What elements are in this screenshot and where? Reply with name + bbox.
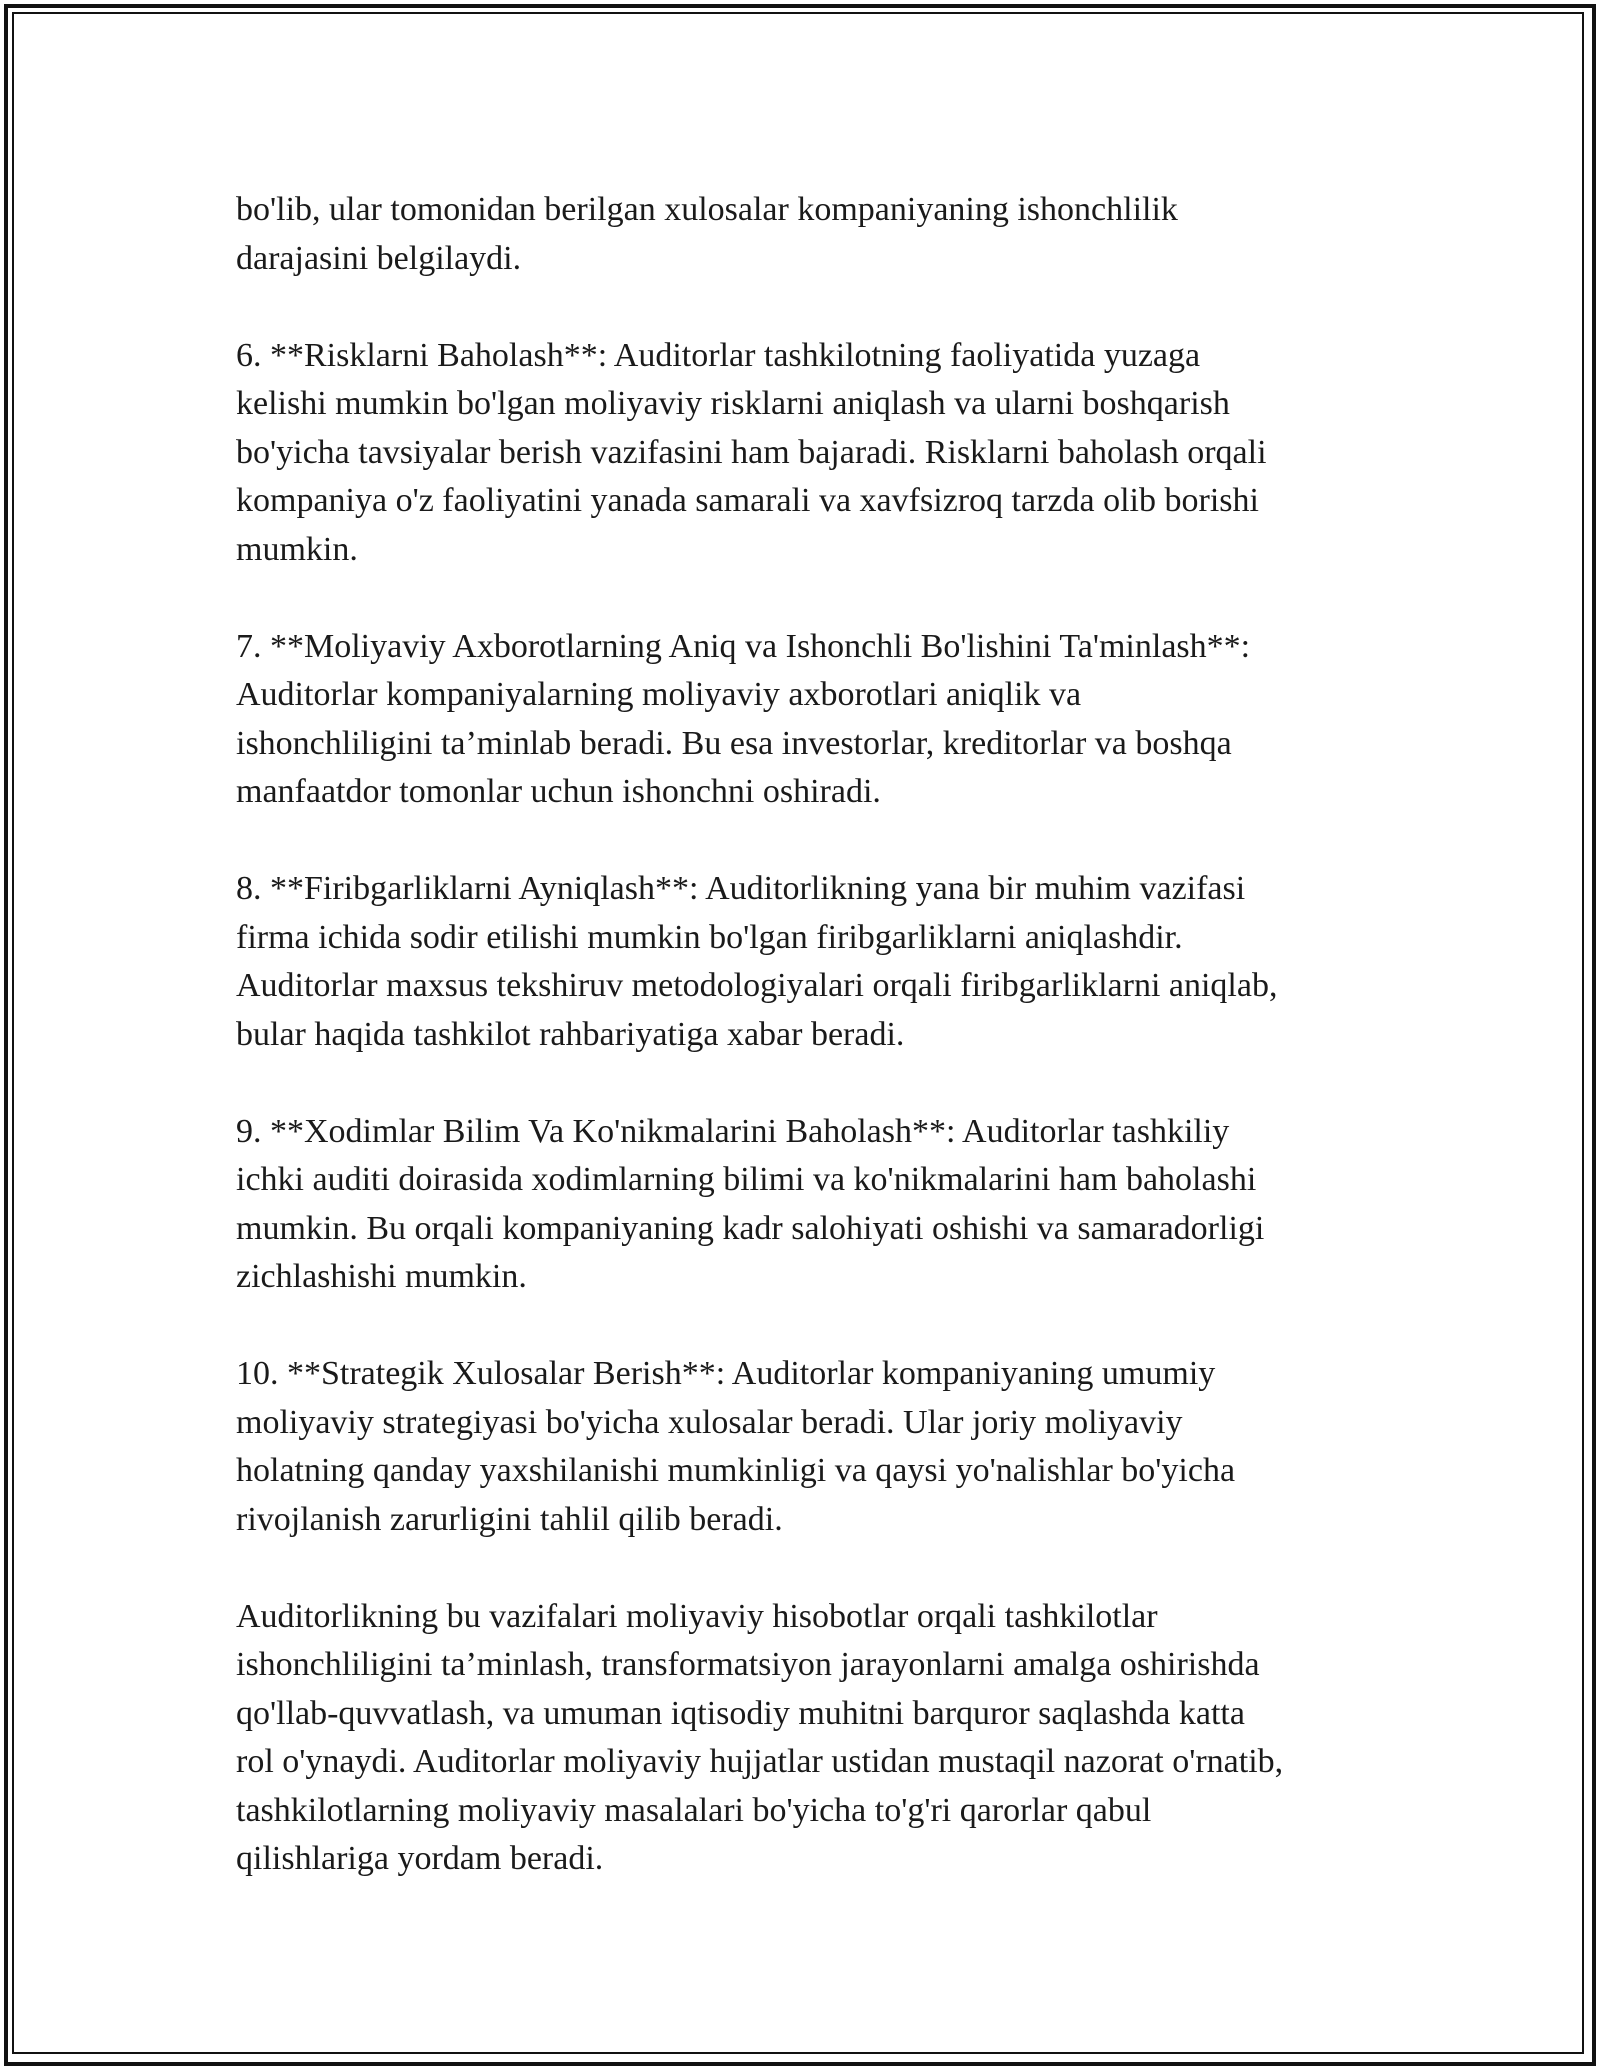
paragraph-item-7-financial-information: 7. **Moliyaviy Axborotlarning Aniq va Ishonchli Bo'lishini Ta'minlash**: Auditorlar kompaniyalarning moliyaviy axborotlari aniqlik va ishonchliligini ta’minlab beradi. Bu esa investorlar, kreditorlar va boshqa manfaatdor tomonlar uchun ishonchni oshiradi. <box>236 627 1251 810</box>
document-body <box>236 186 1396 1932</box>
paragraph-item-9-staff-skills: 9. **Xodimlar Bilim Va Ko'nikmalarini Baholash**: Auditorlar tashkiliy ichki auditi doirasida xodimlarning bilimi va ko'nikmalarini ham baholashi mumkin. Bu orqali kompaniyaning kadr salohiyati oshishi va samaradorligi zichlashishi mumkin. <box>236 1112 1265 1295</box>
paragraph-item-8-fraud-detection: 8. **Firibgarliklarni Ayniqlash**: Auditorlikning yana bir muhim vazifasi firma ichida sodir etilishi mumkin bo'lgan firibgarliklarni aniqlashdir. Auditorlar maxsus tekshiruv metodologiyalari orqali firibgarliklarni aniqlab, bular haqida tashkilot rahbariyatiga xabar beradi. <box>236 870 1278 1053</box>
paragraph-continuation: bo'lib, ular tomonidan berilgan xulosalar kompaniyaning ishonchlilik darajasini belgilaydi. <box>236 191 1178 277</box>
paragraph-item-6-risk-assessment: 6. **Risklarni Baholash**: Auditorlar tashkilotning faoliyatida yuzaga kelishi mumkin bo'lgan moliyaviy risklarni aniqlash va ularni boshqarish bo'yicha tavsiyalar berish vazifasini ham bajaradi. Risklarni baholash orqali kompaniya o'z faoliyatini yanada samarali va xavfsizroq tarzda olib borishi mumkin. <box>236 336 1267 568</box>
paragraph-item-10-strategic-conclusions: 10. **Strategik Xulosalar Berish**: Auditorlar kompaniyaning umumiy moliyaviy strategiyasi bo'yicha xulosalar beradi. Ular joriy moliyaviy holatning qanday yaxshilanishi mumkinligi va qaysi yo'nalishlar bo'yicha rivojlanish zarurligini tahlil qilib beradi. <box>236 1355 1236 1538</box>
paragraph-conclusion: Auditorlikning bu vazifalari moliyaviy hisobotlar orqali tashkilotlar ishonchliligini ta’minlash, transformatsiyon jarayonlarni amalga oshirishda qo'llab-quvvatlash, va umuman iqtisodiy muhitni barquror saqlashda katta rol o'ynaydi. Auditorlar moliyaviy hujjatlar ustidan mustaqil nazorat o'rnatib, tashkilotlarning moliyaviy masalalari bo'yicha to'g'ri qarorlar qabul qilishlariga yordam beradi. <box>236 1597 1284 1877</box>
